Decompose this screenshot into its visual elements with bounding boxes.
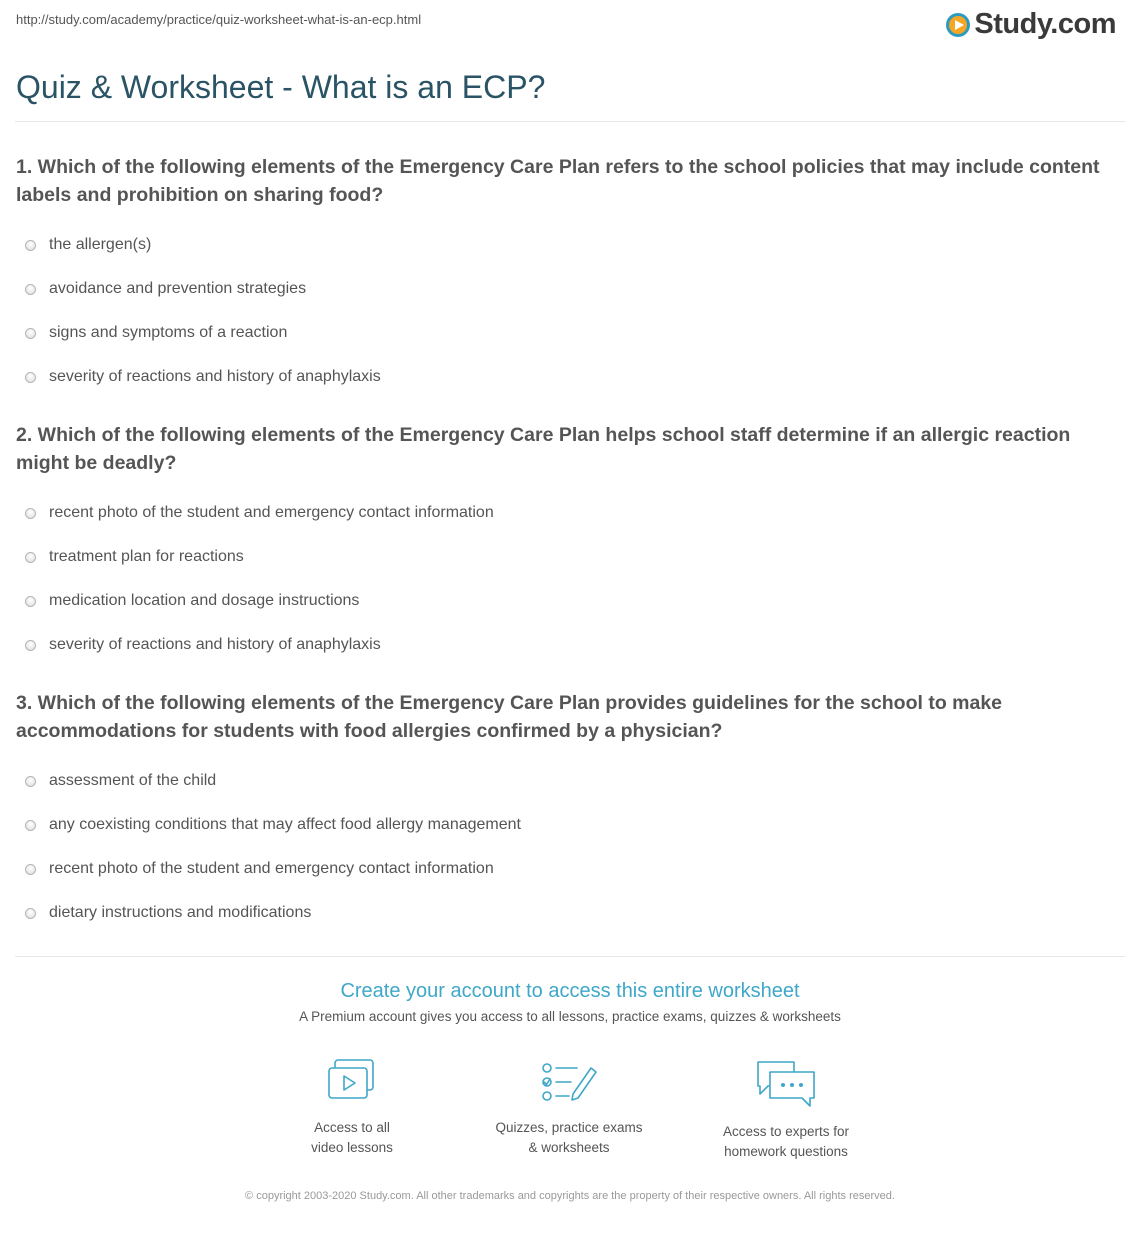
option-label: recent photo of the student and emergency contact information <box>49 860 494 877</box>
feature-line-2: video lessons <box>311 1140 393 1155</box>
cta-title-link[interactable]: Create your account to access this entire worksheet <box>340 980 800 1002</box>
feature-line-1: Quizzes, practice exams <box>495 1120 643 1135</box>
video-lessons-icon <box>325 1058 379 1106</box>
cta-subtitle: A Premium account gives you access to all lessons, practice exams, quizzes & worksheets <box>299 1009 841 1024</box>
radio-button-icon[interactable] <box>25 284 36 295</box>
question-2-text: 2. Which of the following elements of the Emergency Care Plan helps school staff determine if an allergic reaction might be deadly? <box>16 424 1071 474</box>
top-bar <box>0 0 1140 50</box>
feature-label <box>681 1122 891 1162</box>
answer-option[interactable] <box>16 623 1116 667</box>
feature-line-1: Access to all <box>314 1120 390 1135</box>
question-2-options <box>16 491 1116 667</box>
option-label: any coexisting conditions that may affect food allergy management <box>49 816 521 833</box>
feature-video-lessons <box>247 1058 457 1158</box>
option-label: the allergen(s) <box>49 236 152 253</box>
copyright-notice: © copyright 2003-2020 Study.com. All other trademarks and copyrights are the property of their respective owners. All rights reserved. <box>245 1190 895 1202</box>
feature-experts <box>681 1058 891 1162</box>
radio-button-icon[interactable] <box>25 640 36 651</box>
question-1-text: 1. Which of the following elements of the Emergency Care Plan refers to the school policies that may include content labels and prohibition on sharing food? <box>16 156 1100 206</box>
option-label: treatment plan for reactions <box>49 548 244 565</box>
answer-option[interactable] <box>16 311 1116 355</box>
signup-cta <box>0 980 1140 1024</box>
feature-line-2: & worksheets <box>528 1140 610 1155</box>
page-title: Quiz & Worksheet - What is an ECP? <box>16 69 546 105</box>
answer-option[interactable] <box>16 847 1116 891</box>
radio-button-icon[interactable] <box>25 908 36 919</box>
feature-label <box>247 1118 457 1158</box>
study-logo[interactable] <box>945 8 1116 41</box>
option-label: signs and symptoms of a reaction <box>49 324 288 341</box>
option-label: avoidance and prevention strategies <box>49 280 307 297</box>
feature-quizzes <box>464 1058 674 1158</box>
radio-button-icon[interactable] <box>25 596 36 607</box>
radio-button-icon[interactable] <box>25 240 36 251</box>
option-label: recent photo of the student and emergency contact information <box>49 504 494 521</box>
feature-label <box>464 1118 674 1158</box>
title-divider <box>15 121 1125 122</box>
answer-option[interactable] <box>16 579 1116 623</box>
answer-option[interactable] <box>16 535 1116 579</box>
question-1-options <box>16 223 1116 399</box>
cta-divider <box>15 956 1125 957</box>
feature-line-2: homework questions <box>724 1144 848 1159</box>
page-url[interactable]: http://study.com/academy/practice/quiz-worksheet-what-is-an-ecp.html <box>16 12 422 27</box>
radio-button-icon[interactable] <box>25 372 36 383</box>
answer-option[interactable] <box>16 223 1116 267</box>
option-label: assessment of the child <box>49 772 217 789</box>
question-3 <box>16 689 1116 935</box>
chat-bubbles-icon <box>754 1058 818 1110</box>
answer-option[interactable] <box>16 491 1116 535</box>
quiz-checklist-icon <box>539 1058 599 1106</box>
radio-button-icon[interactable] <box>25 328 36 339</box>
answer-option[interactable] <box>16 267 1116 311</box>
answer-option[interactable] <box>16 355 1116 399</box>
radio-button-icon[interactable] <box>25 864 36 875</box>
option-label: severity of reactions and history of anaphylaxis <box>49 636 381 653</box>
question-2 <box>16 421 1116 667</box>
radio-button-icon[interactable] <box>25 552 36 563</box>
answer-option[interactable] <box>16 803 1116 847</box>
option-label: medication location and dosage instructions <box>49 592 360 609</box>
radio-button-icon[interactable] <box>25 508 36 519</box>
option-label: severity of reactions and history of anaphylaxis <box>49 368 381 385</box>
option-label: dietary instructions and modifications <box>49 904 312 921</box>
feature-line-1: Access to experts for <box>722 1124 850 1139</box>
radio-button-icon[interactable] <box>25 820 36 831</box>
answer-option[interactable] <box>16 759 1116 803</box>
answer-option[interactable] <box>16 891 1116 935</box>
question-3-text: 3. Which of the following elements of the Emergency Care Plan provides guidelines for the school to make accommodations for students with food allergies confirmed by a physician? <box>16 692 1003 742</box>
play-icon <box>945 12 971 38</box>
logo-text: Study.com <box>974 8 1116 40</box>
question-1 <box>16 153 1116 399</box>
radio-button-icon[interactable] <box>25 776 36 787</box>
question-3-options <box>16 759 1116 935</box>
